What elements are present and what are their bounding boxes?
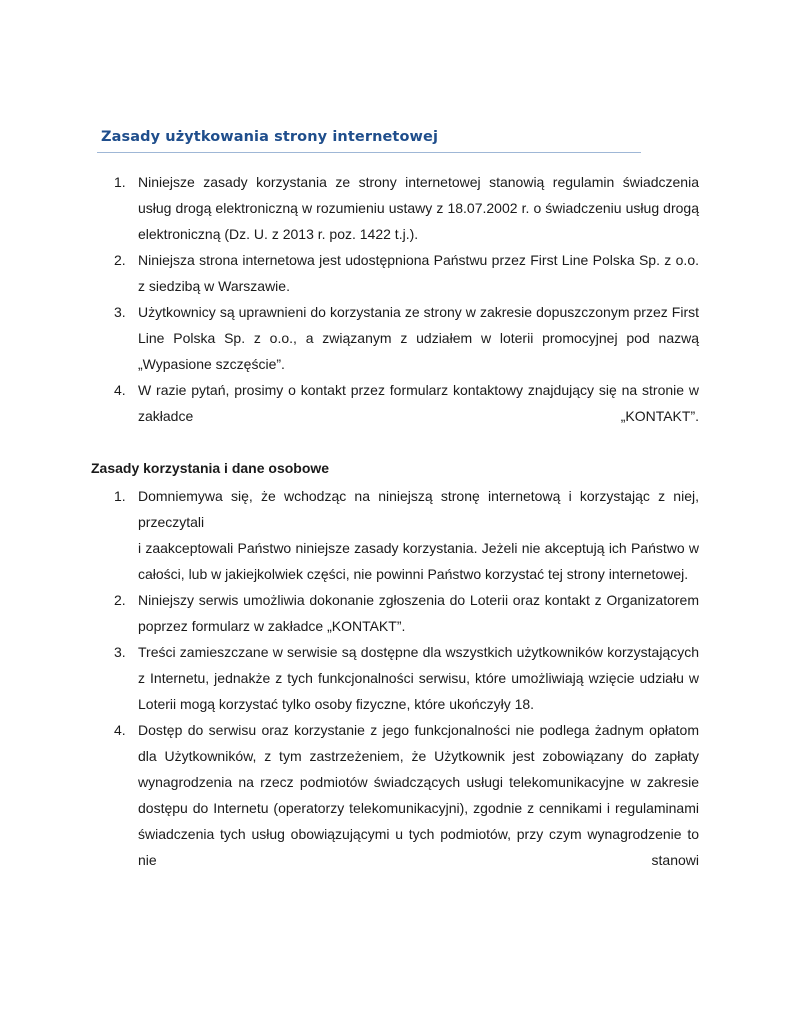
list-item-number: 2. [114, 592, 126, 608]
list-item [0, 483, 699, 587]
terms-list [0, 169, 699, 429]
list-item-text: Niniejsze zasady korzystania ze strony internetowej stanowią regulamin świadczenia usług drogą elektroniczną w rozumieniu ustawy z 18.07.2002 r. o świadczeniu usług drogą elektroniczną (Dz. U. z 2013 r. poz. 1422 t.j.). [138, 174, 699, 242]
list-item [0, 587, 699, 639]
list-item-number: 3. [114, 644, 126, 660]
list-item-text: Treści zamieszczane w serwisie są dostępne dla wszystkich użytkowników korzystających z Internetu, jednakże z tych funkcjonalności serwisu, które umożliwiają wzięcie udziału w Loterii mogą korzystać tylko osoby fizyczne, które ukończyły 18. [138, 644, 699, 712]
list-item-text-continued: i zaakceptowali Państwo niniejsze zasady korzystania. Jeżeli nie akceptują ich Państwo w całości, lub w jakiejkolwiek części, nie powinni Państwo korzystać tej strony internetowej. [138, 540, 699, 582]
list-item [0, 247, 699, 299]
list-item-number: 4. [114, 382, 126, 398]
list-item [0, 169, 699, 247]
list-item-number: 4. [114, 722, 126, 738]
list-item-number: 1. [114, 488, 126, 504]
section-heading: Zasady korzystania i dane osobowe [91, 460, 330, 476]
list-item [0, 299, 699, 377]
list-item [0, 639, 699, 717]
page-title: Zasady użytkowania strony internetowej [101, 129, 439, 145]
list-item-number: 1. [114, 174, 126, 190]
list-item-text: Użytkownicy są uprawnieni do korzystania ze strony w zakresie dopuszczonym przez First Line Polska Sp. z o.o., a związanym z udziałem w loterii promocyjnej pod nazwą „Wypasione szczęście”. [138, 304, 699, 372]
list-item-text: Niniejsza strona internetowa jest udostępniona Państwu przez First Line Polska Sp. z o.o. z siedzibą w Warszawie. [138, 252, 699, 294]
list-item [0, 717, 699, 873]
list-item [0, 377, 699, 429]
title-underline [97, 152, 641, 153]
list-item-text: Dostęp do serwisu oraz korzystanie z jego funkcjonalności nie podlega żadnym opłatom dla Użytkowników, z tym zastrzeżeniem, że Użytkownik jest zobowiązany do zapłaty wynagrodzenia na rzecz podmiotów świadczących usługi telekomunikacyjne w zakresie dostępu do Internetu (operatorzy telekomunikacyjni), zgodnie z cennikami i regulaminami świadczenia tych usług obowiązującymi u tych podmiotów, przy czym wynagrodzenie to nie stanowi [138, 722, 699, 868]
list-item-number: 3. [114, 304, 126, 320]
list-item-text: W razie pytań, prosimy o kontakt przez formularz kontaktowy znajdujący się na stronie w zakładce „KONTAKT”. [138, 382, 699, 424]
list-item-text: Domniemywa się, że wchodząc na niniejszą stronę internetową i korzystając z niej, przeczytali [138, 488, 699, 530]
list-item-text: Niniejszy serwis umożliwia dokonanie zgłoszenia do Loterii oraz kontakt z Organizatorem poprzez formularz w zakładce „KONTAKT”. [138, 592, 699, 634]
privacy-list [0, 483, 699, 873]
list-item-number: 2. [114, 252, 126, 268]
